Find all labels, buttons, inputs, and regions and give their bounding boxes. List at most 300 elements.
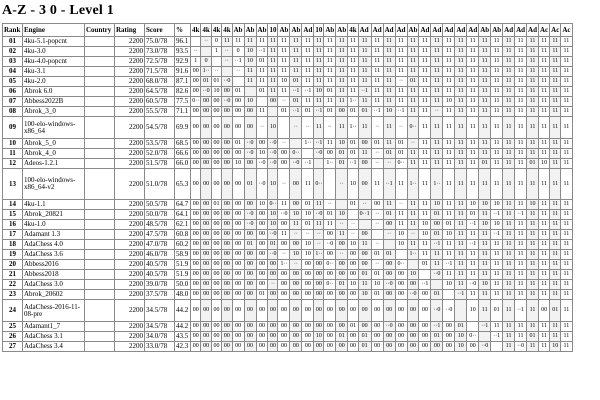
cell-rating: 2200 <box>115 290 145 300</box>
cell-result: 11 <box>314 67 324 77</box>
cell-result: 00 <box>211 139 221 149</box>
cell-result: 00 <box>314 300 324 322</box>
cell-result <box>256 97 268 107</box>
cell-result: 11 <box>455 149 467 159</box>
table-row <box>3 270 573 280</box>
cell-engine: AdaChess 4.0 <box>23 240 85 250</box>
cell-result: 11 <box>550 230 561 240</box>
cell-result: 11 <box>550 250 561 260</box>
cell-result: 00 <box>302 290 314 300</box>
cell-result: 11 <box>407 47 419 57</box>
cell-result: 11 <box>561 67 572 77</box>
cell-result: 10 <box>278 77 290 87</box>
cell-result: 11 <box>336 67 348 77</box>
cell-result: 00 <box>244 342 256 352</box>
cell-result: 10 <box>232 159 244 169</box>
cell-result: 11 <box>479 169 491 200</box>
cell-result: 01 <box>371 139 383 149</box>
cell-result: ·· <box>383 230 395 240</box>
cell-result: 01 <box>348 107 358 117</box>
cell-result: 11 <box>371 47 383 57</box>
cell-country <box>85 97 115 107</box>
table-row <box>3 250 573 260</box>
cell-result: 11 <box>539 322 550 332</box>
cell-result: 00 <box>191 77 201 87</box>
cell-score: 46.0/78 <box>145 250 175 260</box>
cell-result: 11 <box>539 77 550 87</box>
cell-result: ·· <box>314 230 324 240</box>
cell-result: 11 <box>395 87 407 97</box>
cell-result: 11 <box>561 169 572 200</box>
cell-result: 00 <box>290 300 302 322</box>
cell-result: 0 <box>211 37 221 47</box>
cell-result: 11 <box>431 117 443 139</box>
cell-result: 11 <box>467 77 479 87</box>
cell-country <box>85 270 115 280</box>
column-header: Ad <box>302 24 314 37</box>
column-header: Rank <box>3 24 23 37</box>
cell-result: 11 <box>467 270 479 280</box>
cell-result: 01 <box>527 159 539 169</box>
cell-result: 00 <box>336 107 348 117</box>
cell-result: 11 <box>527 210 539 220</box>
cell-result: 11 <box>407 149 419 159</box>
cell-result: 11 <box>539 200 550 210</box>
cell-result: 00 <box>290 322 302 332</box>
cell-result: 11 <box>467 260 479 270</box>
cell-result: 00 <box>278 159 290 169</box>
cell-result: 11 <box>407 107 419 117</box>
cell-result: 00 <box>201 97 211 107</box>
table-row <box>3 300 573 322</box>
cell-result: 11 <box>539 210 550 220</box>
column-header: Ad <box>527 24 539 37</box>
cell-result: 11 <box>419 117 431 139</box>
cell-result: 11 <box>419 47 431 57</box>
cell-rank: 01 <box>3 37 23 47</box>
cell-result: 11 <box>527 280 539 290</box>
cell-result: 11 <box>515 260 527 270</box>
cell-engine: Adamant1_7 <box>23 322 85 332</box>
cell-result: 11 <box>455 169 467 200</box>
cell-rank: 18 <box>3 240 23 250</box>
cell-result: 00 <box>278 322 290 332</box>
cell-result: 00 <box>201 260 211 270</box>
cell-result: 00 <box>371 322 383 332</box>
cell-result: 11 <box>527 342 539 352</box>
cell-result: 00 <box>256 210 268 220</box>
cell-result: 11 <box>561 87 572 97</box>
cell-result: 00 <box>201 230 211 240</box>
cell-result: ··1 <box>358 87 371 97</box>
cell-result: 00 <box>348 250 358 260</box>
cell-result: 00 <box>383 270 395 280</box>
cell-result: 00 <box>201 240 211 250</box>
cell-result: 11 <box>503 57 515 67</box>
cell-result: 11 <box>527 250 539 260</box>
cell-result: 11 <box>455 270 467 280</box>
cell-result: 11 <box>314 47 324 57</box>
cell-result <box>278 117 290 139</box>
cell-result: 00 <box>358 250 371 260</box>
cell-result: 00 <box>290 332 302 342</box>
cell-result: 11 <box>455 37 467 47</box>
cell-result <box>302 149 314 159</box>
cell-rank: 12 <box>3 159 23 169</box>
cell-result: 11 <box>395 67 407 77</box>
cell-result: 00 <box>232 210 244 220</box>
column-header: Ab <box>336 24 348 37</box>
cell-score: 72.5/78 <box>145 57 175 67</box>
cell-result: 00 <box>324 342 336 352</box>
cell-engine: AdaChess 3.4 <box>23 342 85 352</box>
cell-result: 00 <box>407 342 419 352</box>
cell-result: 11 <box>268 77 278 87</box>
cell-rank: 03 <box>3 57 23 67</box>
cell-result: 11 <box>550 322 561 332</box>
cell-result: 00 <box>191 270 201 280</box>
cell-result: 11 <box>443 169 455 200</box>
cell-result: 00 <box>407 322 419 332</box>
cell-result: 00 <box>302 300 314 322</box>
cell-result: 11 <box>407 200 419 210</box>
column-header: 4k <box>191 24 201 37</box>
cell-result <box>314 159 324 169</box>
cell-result: 00 <box>336 322 348 332</box>
cell-result: 00 <box>211 260 221 270</box>
cell-result: 11 <box>527 67 539 77</box>
cell-result: 11 <box>431 87 443 97</box>
cell-result: 11 <box>503 290 515 300</box>
cell-result: 00 <box>256 270 268 280</box>
cell-result: 11 <box>479 87 491 97</box>
cell-score: 37.5/78 <box>145 290 175 300</box>
cell-result: 11 <box>515 169 527 200</box>
cell-score: 53.5/78 <box>145 139 175 149</box>
table-row <box>3 210 573 220</box>
cell-result: ·· <box>278 250 290 260</box>
cell-result: 00 <box>232 230 244 240</box>
cell-result: 00 <box>395 270 407 280</box>
cell-result: 11 <box>479 270 491 280</box>
cell-result: 01 <box>232 87 244 97</box>
cell-score: 34.0/78 <box>145 332 175 342</box>
cell-result: ··0 <box>256 159 268 169</box>
cell-rank: 17 <box>3 230 23 240</box>
cell-result: ·· <box>348 220 358 230</box>
cell-result: 1·· <box>407 250 419 260</box>
cell-result: 11 <box>407 210 419 220</box>
cell-result: 1·· <box>201 67 211 77</box>
cell-result: 11 <box>527 260 539 270</box>
cell-result: 00 <box>302 270 314 280</box>
cell-score: 73.0/78 <box>145 47 175 57</box>
cell-result: 00 <box>314 280 324 290</box>
cell-result: 11 <box>479 300 491 322</box>
cell-score: 50.5/78 <box>145 200 175 210</box>
cell-result: ·· <box>222 57 232 67</box>
cell-result: 00 <box>191 210 201 220</box>
cell-result: 11 <box>561 47 572 57</box>
cell-result: 00 <box>222 300 232 322</box>
cell-result: 11 <box>503 270 515 280</box>
cell-result: 00 <box>358 169 371 200</box>
cell-result: 11 <box>455 77 467 87</box>
cell-result: ·· <box>191 47 201 57</box>
cell-result: 01 <box>348 200 358 210</box>
cell-result: 01 <box>256 57 268 67</box>
cell-result: 11 <box>358 47 371 57</box>
cell-result: ··0 <box>314 210 324 220</box>
cell-result: 00 <box>191 67 201 77</box>
cell-result: 00 <box>443 322 455 332</box>
cell-result: 00 <box>431 342 443 352</box>
cell-score: 34.5/78 <box>145 300 175 322</box>
cell-result: 01 <box>455 322 467 332</box>
cell-result: 00 <box>358 159 371 169</box>
cell-result: 11 <box>419 77 431 87</box>
cell-result: 00 <box>222 159 232 169</box>
cell-result: 00 <box>232 332 244 342</box>
cell-result: ·· <box>371 117 383 139</box>
cell-result: 11 <box>348 47 358 57</box>
cell-result: 00 <box>191 117 201 139</box>
cell-result: 00 <box>290 342 302 352</box>
cell-rating: 2200 <box>115 270 145 280</box>
cell-result: ·· <box>314 240 324 250</box>
cell-result <box>290 139 302 149</box>
cell-result: 11 <box>371 37 383 47</box>
cell-result: 11 <box>527 57 539 67</box>
cell-result: 00 <box>191 230 201 240</box>
cell-result: 11 <box>455 250 467 260</box>
cell-result: 10 <box>268 220 278 230</box>
cell-result: 00 <box>211 240 221 250</box>
cell-result: 11 <box>479 37 491 47</box>
cell-result: 11 <box>503 250 515 260</box>
cell-result: 11 <box>443 240 455 250</box>
cell-engine: 4ku-1.1 <box>23 200 85 210</box>
cell-result: 00 <box>232 250 244 260</box>
cell-result: 11 <box>561 149 572 159</box>
cell-score: 33.0/78 <box>145 342 175 352</box>
cell-result: 11 <box>419 210 431 220</box>
cell-result: 00 <box>268 290 278 300</box>
cell-result: 11 <box>232 37 244 47</box>
cell-engine: 4ku-3.0 <box>23 47 85 57</box>
cell-result: 11 <box>383 47 395 57</box>
cell-result: ··1 <box>290 87 302 97</box>
cell-result: 11 <box>290 57 302 67</box>
cell-result: 00 <box>201 107 211 117</box>
cell-result: 11 <box>324 220 336 230</box>
cell-result: 00 <box>244 260 256 270</box>
cell-result: 00 <box>232 220 244 230</box>
cell-engine: 4ku-5.1-popcnt <box>23 37 85 47</box>
cell-result: 11 <box>491 149 503 159</box>
cell-pct: 87.1 <box>175 77 191 87</box>
cell-pct: 77.5 <box>175 97 191 107</box>
cell-result <box>211 57 221 67</box>
cell-result: 01 <box>383 250 395 260</box>
cell-result: 11 <box>561 97 572 107</box>
cell-result: 01 <box>431 210 443 220</box>
cell-result: 00 <box>431 220 443 230</box>
cell-result: 11 <box>407 57 419 67</box>
cell-rating: 2200 <box>115 260 145 270</box>
cell-result: 11 <box>527 322 539 332</box>
cell-result: 11 <box>383 87 395 97</box>
cell-result: 00 <box>201 220 211 230</box>
cell-result: 01 <box>256 87 268 97</box>
cell-result: 00 <box>244 270 256 280</box>
cell-result: 11 <box>550 240 561 250</box>
cell-result: 00 <box>268 332 278 342</box>
cell-result: ··1 <box>515 300 527 322</box>
column-header: 4k <box>348 24 358 37</box>
cell-result: ·· <box>431 107 443 117</box>
cell-result: 00 <box>395 322 407 332</box>
cell-result: 1·· <box>278 260 290 270</box>
cell-pct: 96.1 <box>175 37 191 47</box>
cell-result: 00 <box>302 280 314 290</box>
cell-result: 10 <box>256 149 268 159</box>
cell-result: 1·· <box>348 117 358 139</box>
cell-result: 11 <box>443 250 455 260</box>
cell-pct: 91.6 <box>175 67 191 77</box>
cell-result: 00 <box>191 220 201 230</box>
cell-result: 00 <box>290 200 302 210</box>
cell-result: 11 <box>550 220 561 230</box>
cell-result: 11 <box>395 220 407 230</box>
cell-result: ··1 <box>431 240 443 250</box>
cell-result: ·· <box>302 117 314 139</box>
cell-engine: Adamant 1.3 <box>23 230 85 240</box>
cell-result: 11 <box>515 332 527 342</box>
cell-result: 0·· <box>395 260 407 270</box>
cell-result: 00 <box>201 139 211 149</box>
cell-result: 00 <box>407 332 419 342</box>
cell-result: 11 <box>419 139 431 149</box>
cell-result: 00 <box>232 240 244 250</box>
cell-result: 01 <box>371 270 383 280</box>
cell-result: 00 <box>232 280 244 290</box>
cell-result: 00 <box>278 280 290 290</box>
cell-result: 10 <box>336 210 348 220</box>
cell-result: 00 <box>222 240 232 250</box>
cell-rating: 2200 <box>115 300 145 322</box>
cell-result: 11 <box>561 210 572 220</box>
cell-result: 00 <box>201 342 211 352</box>
cell-result: 01 <box>336 332 348 342</box>
cell-result: 11 <box>302 97 314 107</box>
cell-result: 11 <box>314 37 324 47</box>
cell-result: 10 <box>290 250 302 260</box>
cell-engine: Abrok_5_0 <box>23 139 85 149</box>
table-row <box>3 230 573 240</box>
cell-result: 0·· <box>324 260 336 270</box>
cell-result: 00 <box>211 322 221 332</box>
cell-result: 00 <box>539 300 550 322</box>
cell-result: 00 <box>211 220 221 230</box>
cell-result: 00 <box>348 300 358 322</box>
cell-result: 00 <box>191 87 201 97</box>
cell-result: 11 <box>467 230 479 240</box>
cell-result: 11 <box>371 97 383 107</box>
cell-result: 00 <box>232 169 244 200</box>
cell-result: 00 <box>278 300 290 322</box>
cell-result: 00 <box>201 250 211 260</box>
cell-result: 10 <box>455 342 467 352</box>
cell-result: 10 <box>314 87 324 97</box>
cell-result: 00 <box>201 210 211 220</box>
cell-result: 00 <box>222 210 232 220</box>
cell-result: 11 <box>550 169 561 200</box>
cell-rank: 08 <box>3 107 23 117</box>
cell-result: 01 <box>232 139 244 149</box>
cell-result: 00 <box>290 290 302 300</box>
cell-result: 11 <box>550 200 561 210</box>
cell-result: ·· <box>371 220 383 230</box>
cell-result: ·· <box>371 149 383 159</box>
cell-result: 11 <box>550 280 561 290</box>
cell-result: 11 <box>348 57 358 67</box>
cell-result: 11 <box>358 77 371 87</box>
cell-result: 11 <box>561 37 572 47</box>
table-row <box>3 139 573 149</box>
column-header: Ad <box>431 24 443 37</box>
cell-score: 64.5/78 <box>145 87 175 97</box>
cell-result: 11 <box>527 169 539 200</box>
cell-result: 11 <box>491 67 503 77</box>
cell-result: 11 <box>503 260 515 270</box>
cell-result: 11 <box>503 300 515 322</box>
cell-result: 11 <box>479 210 491 220</box>
cell-result: 11 <box>491 139 503 149</box>
cell-result: 11 <box>539 117 550 139</box>
cell-result: 11 <box>539 230 550 240</box>
cell-result: 11 <box>324 77 336 87</box>
cell-result: 11 <box>383 117 395 139</box>
cell-result: ··1 <box>443 260 455 270</box>
cell-result: 00 <box>443 342 455 352</box>
cell-rating: 2200 <box>115 139 145 149</box>
cell-result: 00 <box>324 322 336 332</box>
cell-score: 40.5/78 <box>145 260 175 270</box>
column-header: Ad <box>467 24 479 37</box>
cell-country <box>85 300 115 322</box>
cell-result: 11 <box>431 149 443 159</box>
cell-result: 11 <box>431 57 443 67</box>
cell-result: ··1 <box>491 210 503 220</box>
cell-result: 0·· <box>407 117 419 139</box>
cell-result: 11 <box>467 97 479 107</box>
cell-rank: 15 <box>3 210 23 220</box>
cell-result: 00 <box>290 240 302 250</box>
cell-result: 11 <box>491 240 503 250</box>
cell-result: 00 <box>358 322 371 332</box>
cell-result: 11 <box>302 37 314 47</box>
cell-result: 01 <box>336 280 348 290</box>
cell-result: 11 <box>443 47 455 57</box>
cell-result: ··0 <box>268 250 278 260</box>
cell-rating: 2200 <box>115 107 145 117</box>
cell-result: 11 <box>539 149 550 159</box>
cell-rank: 09 <box>3 117 23 139</box>
cell-result: 11 <box>290 47 302 57</box>
cell-country <box>85 220 115 230</box>
cell-result: ··1 <box>419 280 431 290</box>
